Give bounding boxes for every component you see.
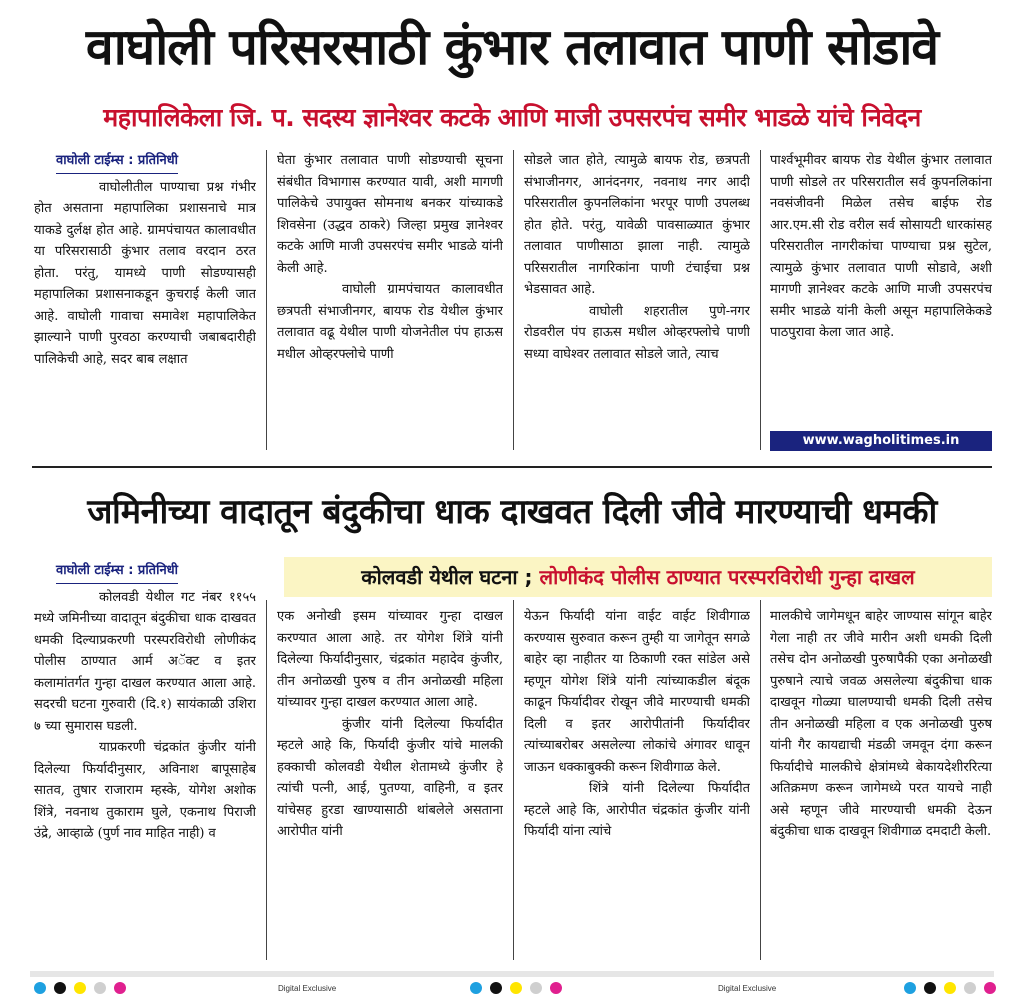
article1-col4-text: पार्श्वभूमीवर बायफ रोड येथील कुंभार तलावात पाणी सोडले तर परिसरातील सर्व कुपनलिकांना नवसंजीवनी मिळेल तसेच बाईफ रोड आर.एम.सी रोड वरील सर्व सोसायटी धारकांसह परिसरातील नागरीकांचा पाण्याचा प्रश्न सुटेल, त्यामुळे कुंभार तलावात पाणी सोडावे, अशी मागणी ज्ञानेश्वर कटके आणि माजी उपसरपंच समीर भाडळे यांनी केली असून महापालिकेकडे पाठपुरावा केला जात आहे.	[770, 153, 992, 340]
article1-col2-text-b: वाघोली ग्रामपंचायत कालावधीत छत्रपती संभाजीनगर, बायफ रोड येथील कुंभार तलावात वढू येथील पाणी योजनेतील पंप हाऊस मधील ओव्हरफ्लोचे पाणी	[277, 282, 503, 362]
gray-dot	[530, 982, 542, 994]
article2-subheadline-location: कोलवडी येथील घटना ;	[361, 565, 540, 589]
column-divider	[760, 150, 761, 450]
gray-dot	[964, 982, 976, 994]
color-registration-dots	[470, 982, 562, 994]
gray-dot	[94, 982, 106, 994]
article2-col3-text-a: येऊन फिर्यादी यांना वाईट वाईट शिवीगाळ करण्यास सुरुवात करून तुम्ही या जागेतून सगळे बाहेर व्हा नाहीतर या ठिकाणी रक्त सांडेल असे म्हणून योगेश शिंत्रे यांनी त्यांच्याकडील बंदूक काढून फिर्यादीवर रोखून जीवे मारण्याची धमकी दिली व इतर आरोपीतांनी फिर्यादीवर त्यांच्याबरोबर असलेल्या लोकांचे अंगावर धावून जाऊन धक्काबुक्की करून शिवीगाळ केले.	[524, 609, 750, 775]
article2-column-1	[34, 560, 256, 960]
article1-col1-text: वाघोलीतील पाण्याचा प्रश्न गंभीर होत असताना महापालिका प्रशासनाचे मात्र याकडे दुर्लक्ष होत आहे. ग्रामपंचायत कालावधीत या परिसरासाठी कुंभार तलाव वरदान ठरत होता. परंतु, यामध्ये पाणी सोडण्यासही महापालिका प्रशासनाकडून कुचराई केली जात आहे. वाघोली गावाचा समावेश महापालिकेत झाल्याने पाणी पुरवठा करण्याची जबाबदारीही पालिकेची आहे, सदर बाब लक्षात	[34, 179, 256, 367]
article2-column-2	[277, 606, 503, 960]
magenta-dot	[114, 982, 126, 994]
website-banner[interactable]: www.wagholitimes.in	[770, 431, 992, 451]
cyan-dot	[470, 982, 482, 994]
digital-exclusive-label: Digital Exclusive	[278, 984, 337, 993]
article2-col3-text-b: शिंत्रे यांनी दिलेल्या फिर्यादीत म्हटले आहे कि, आरोपीत चंद्रकांत कुंजीर यांनी फिर्यादी यांना त्यांचे	[524, 781, 750, 839]
article1-column-1	[34, 150, 256, 450]
magenta-dot	[550, 982, 562, 994]
article1-headline: वाघोली परिसरसाठी कुंभार तलावात पाणी सोडावे	[85, 18, 939, 76]
cyan-dot	[904, 982, 916, 994]
column-divider	[266, 150, 267, 450]
article2-col4-text: मालकीचे जागेमधून बाहेर जाण्यास सांगून बाहेर गेला नाही तर जीवे मारीन अशी धमकी दिली तसेच दोन अनोळखी पुरुषापैकी एका अनोळखी पुरुषाने त्याचे जवळ असलेल्या बंदुकीचा धाक दाखवून गोळ्या घालण्याची धमकी दिली तसेच तीन अनोळखी महिला व एक अनोळखी पुरुष यांनी गैर कायद्याची मंडळी जमवून दंगा करून फिर्यादीचे मालकीचे क्षेत्रांमध्ये बेकायदेशीररित्या अतिक्रमण करून जागेमध्ये परत यायचे नाही असे म्हणून जीवे मारण्याची धमकी देऊन बंदुकीचा धाक दाखवून शिवीगाळ दमदाटी केली.	[770, 609, 992, 839]
article1-col2-text-a: घेता कुंभार तलावात पाणी सोडण्याची सूचना संबंधीत विभागास करण्यात यावी, अशी मागणी पालिकेचे उपायुक्त सोमनाथ बनकर यांच्याकडे शिवसेना (उद्धव ठाकरे) जिल्हा प्रमुख ज्ञानेश्वर कटके आणि माजी उपसरपंच समीर भाडळे यांनी केली आहे.	[277, 153, 503, 276]
black-dot	[54, 982, 66, 994]
yellow-dot	[944, 982, 956, 994]
article1-column-4	[770, 150, 992, 430]
magenta-dot	[984, 982, 996, 994]
article1-column-2	[277, 150, 503, 450]
article2-subheadline-detail: लोणीकंद पोलीस ठाण्यात परस्परविरोधी गुन्हा दाखल	[539, 565, 915, 589]
article1-subheadline: महापालिकेला जि. प. सदस्य ज्ञानेश्वर कटके आणि माजी उपसरपंच समीर भाडळे यांचे निवेदन	[103, 103, 921, 132]
article2-byline: वाघोली टाईम्स : प्रतिनिधी	[56, 560, 178, 584]
article2-headline: जमिनीच्या वादातून बंदुकीचा धाक दाखवत दिली जीवे मारण्याची धमकी	[87, 492, 937, 532]
black-dot	[924, 982, 936, 994]
column-divider	[266, 600, 267, 960]
column-divider	[513, 150, 514, 450]
footer-bar	[30, 971, 994, 977]
cyan-dot	[34, 982, 46, 994]
yellow-dot	[510, 982, 522, 994]
article1-byline: वाघोली टाईम्स : प्रतिनिधी	[56, 150, 178, 174]
section-divider	[32, 466, 992, 468]
article2-column-3	[524, 606, 750, 960]
article2-col2-text-b: कुंजीर यांनी दिलेल्या फिर्यादीत म्हटले आहे कि, फिर्यादी कुंजीर यांचे मालकी हक्काची कोलवडी येथील शेतामध्ये कुंजीर हे त्यांची पत्नी, आई, पुतण्या, वाहिनी, व इतर यांचेसह हुरडा खाण्यासाठी थांबलेले असताना आरोपीत यांनी	[277, 716, 503, 839]
article2-col1-text-b: याप्रकरणी चंद्रकांत कुंजीर यांनी दिलेल्या फिर्यादीनुसार, अविनाश बापूसाहेब सातव, तुषार राजाराम म्हस्के, योगेश अशोक शिंत्रे, नवनाथ तुकाराम घुले, एकनाथ पिराजी उंद्रे, आव्हाळे (पुर्ण नाव माहित नाही) व	[34, 740, 256, 841]
color-registration-dots	[904, 982, 996, 994]
digital-exclusive-label: Digital Exclusive	[718, 984, 777, 993]
article2-column-4	[770, 606, 992, 960]
article1-column-3	[524, 150, 750, 450]
article2-subheadline-box	[284, 557, 992, 597]
article1-col3-text-b: वाघोली शहरातील पुणे-नगर रोडवरील पंप हाऊस मधील ओव्हरफ्लोचे पाणी सध्या वाघेश्वर तलावात सोडले जाते, त्याच	[524, 303, 750, 362]
article1-col3-text-a: सोडले जात होते, त्यामुळे बायफ रोड, छत्रपती संभाजीनगर, आनंदनगर, नवनाथ नगर आदी परिसरातील कुपनलिकांना भरपूर पाणी उपलब्ध होत होते. परंतु, यावेळी पावसाळ्यात कुंभार तलावात पाणीसाठा झाला नाही. त्यामुळे परिसरातील नागरिकांना पाणी टंचाईचा प्रश्न भेडसावत आहे.	[524, 153, 750, 297]
column-divider	[513, 600, 514, 960]
color-registration-dots	[34, 982, 126, 994]
column-divider	[760, 600, 761, 960]
yellow-dot	[74, 982, 86, 994]
article2-col2-text-a: एक अनोखी इसम यांच्यावर गुन्हा दाखल करण्यात आला आहे. तर योगेश शिंत्रे यांनी दिलेल्या फिर्यादीनुसार, चंद्रकांत महादेव कुंजीर, तीन अनोळखी पुरुष व तीन अनोळखी महिला यांच्यावर गुन्हा दाखल करण्यात आला आहे.	[277, 609, 503, 710]
article2-col1-text-a: कोलवडी येथील गट नंबर ११५५ मध्ये जमिनीच्या वादातून बंदुकीचा धाक दाखवत धमकी दिल्याप्रकरणी परस्परविरोधी लोणीकंद पोलीस ठाण्यात आर्म अॅक्ट व इतर कलामांतर्गत गुन्हा दाखल करण्यात आला आहे. सदरची घटना गुरुवारी (दि.१) सायंकाळी उशिरा ७ च्या सुमारास घडली.	[34, 589, 256, 734]
black-dot	[490, 982, 502, 994]
